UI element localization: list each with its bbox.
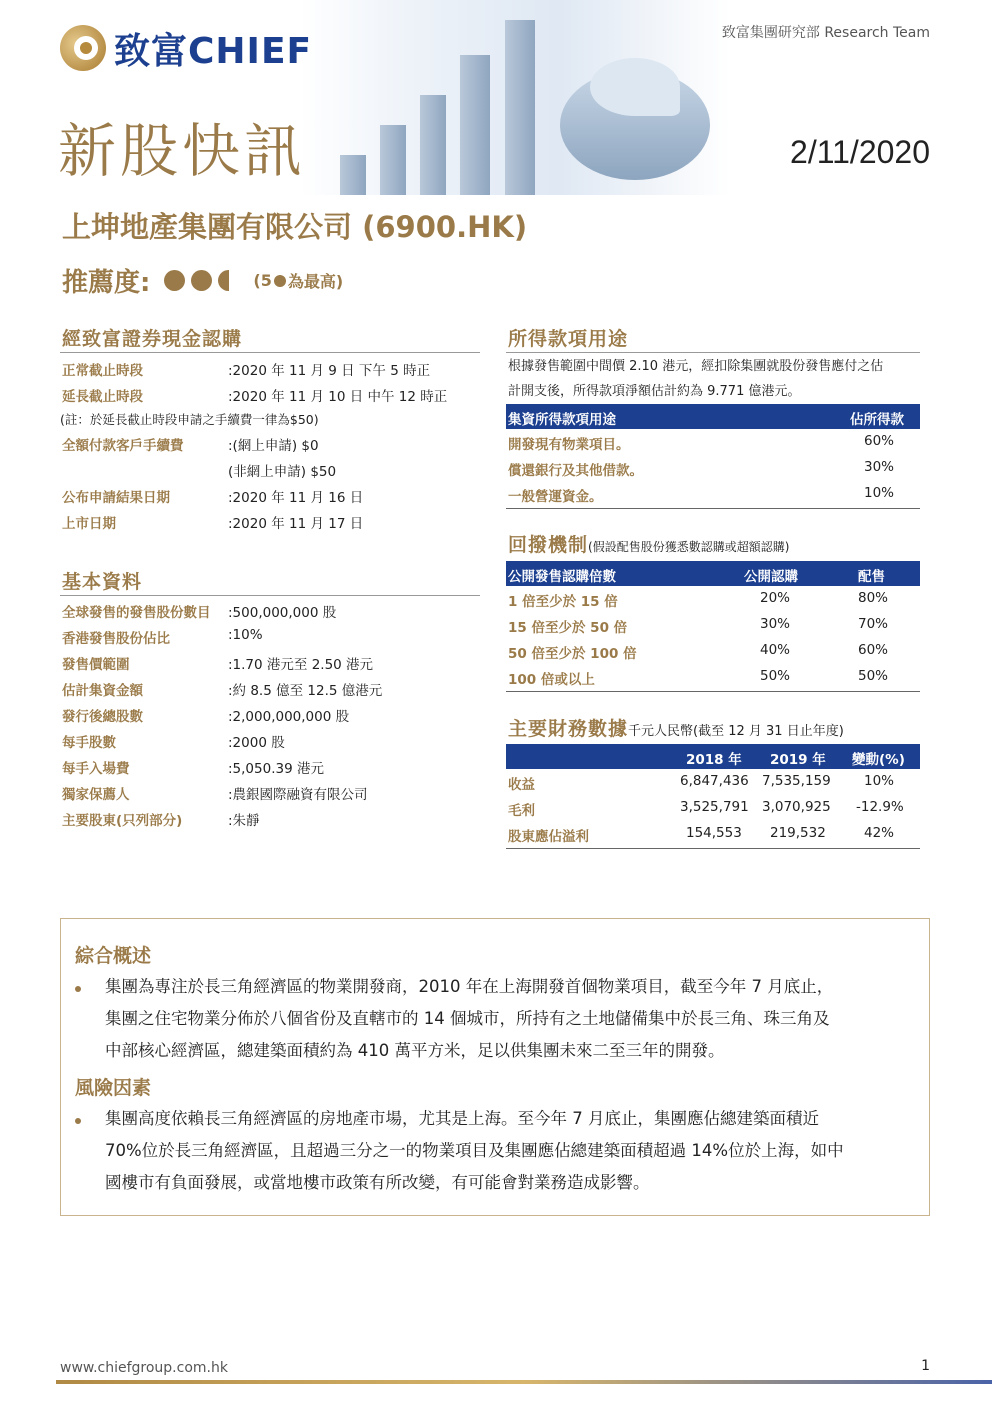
table-row: 股東應佔溢利 154,553 219,532 42% (508, 825, 895, 845)
proceeds-paragraph: 根據發售範圍中間價 2.10 港元，經扣除集團就股份發售應付之估 計開支後，所得款項淨額估計約為 9.771 億港元。 (508, 359, 884, 399)
subscription-list: 正常截止時段 :2020 年 11 月 9 日 下午 5 時正 延長截止時段 :2020 年 11 月 10 日 中午 12 時正 (註：於延長截止時段申請之手續費一律為$50) 全額付款客戶手續費 :(網上申請) $0 (非網上申請) $50 公布申請結果日期 :2020 年 11 月 16 日 上市日期 :2020 年 11 月 17 日 (60, 363, 448, 532)
subscription-title: 經致富證券現金認購 (62, 328, 243, 350)
chart-bar-graphic (420, 95, 446, 195)
company-name: 上坤地產集團有限公司 (6900.HK) (62, 210, 528, 244)
table-row: 100 倍或以上 50% 50% (508, 668, 889, 688)
logo (60, 24, 312, 72)
table-row: 開發現有物業項目。 60% (508, 433, 895, 453)
table-row: 償還銀行及其他借款。 30% (508, 459, 895, 479)
header-graphic (300, 0, 730, 195)
chart-bar-graphic (505, 20, 535, 195)
divider (506, 352, 920, 353)
research-team-label: 致富集團研究部 Research Team (721, 25, 930, 41)
logo-text: 致富CHIEF (114, 30, 313, 72)
rating-dot-icon (274, 275, 286, 287)
overview-text: 集團為專注於長三角經濟區的物業開發商，2010 年在上海開發首個物業項目，截至今年 7 月底止， 集團之住宅物業分佈於八個省份及直轄市的 14 個城市，所持有之土地儲備集中於長三角、珠三角及 中部核心經濟區，總建築面積約為 410 萬平方米，足以供集團未來二至三年的開發。 (105, 977, 834, 1060)
table-header: 集資所得款項用途 佔所得款 (506, 404, 920, 429)
bullet-icon (75, 1118, 81, 1124)
divider (60, 352, 480, 353)
table-row: 50 倍至少於 100 倍 40% 60% (508, 642, 889, 662)
table-row: 毛利 3,525,791 3,070,925 -12.9% (508, 799, 904, 819)
rating-full-icon (164, 270, 185, 291)
page-number: 1 (921, 1358, 930, 1374)
fee-note: (註：於延長截止時段申請之手續費一律為$50) (60, 412, 319, 427)
recommendation (62, 262, 343, 299)
table-bottom-rule (506, 848, 920, 849)
table-row: 一般營運資金。 10% (508, 485, 895, 505)
table-row: 1 倍至少於 15 倍 20% 80% (508, 590, 889, 610)
footer-url[interactable]: www.chiefgroup.com.hk (60, 1360, 228, 1376)
table-row: 收益 6,847,436 7,535,159 10% (508, 773, 895, 793)
clawback-subtitle: (假設配售股份獲悉數認購或超額認購) (588, 540, 790, 554)
overview-box (60, 918, 930, 1216)
risk-title: 風險因素 (75, 1077, 152, 1099)
rating-note: (5 為最高) (253, 271, 344, 291)
pie-slice-graphic (590, 58, 680, 116)
proceeds-title: 所得款項用途 (508, 328, 629, 350)
report-date: 2/11/2020 (790, 134, 930, 170)
chart-bar-graphic (380, 125, 406, 195)
table-header: 公開發售認購倍數 公開認購 配售 (506, 561, 920, 586)
proceeds-table (506, 404, 920, 510)
rating-dots (158, 270, 229, 291)
rating-half-icon (218, 270, 229, 291)
chart-bar-graphic (340, 155, 366, 195)
bullet-icon (75, 986, 81, 992)
recommendation-label: 推薦度: (62, 268, 151, 298)
risk-text: 集團高度依賴長三角經濟區的房地產市場，尤其是上海。至今年 7 月底止，集團應佔總建築面積近 70%位於長三角經濟區，且超過三分之一的物業項目及集團應佔總建築面積超過 14%位於上海，如中 國樓市有負面發展，或當地樓市政策有所改變，有可能會對業務造成影響。 (105, 1109, 844, 1192)
clawback-title: 回撥機制(假設配售股份獲悉數認購或超額認購) (508, 534, 790, 556)
financials-title: 主要財務數據千元人民幣(截至 12 月 31 日止年度) (508, 718, 844, 740)
table-row: 15 倍至少於 50 倍 30% 70% (508, 616, 889, 636)
table-header: 2018 年 2019 年 變動(%) (506, 744, 920, 769)
page-title: 新股快訊 (58, 117, 307, 185)
basic-info-title: 基本資料 (62, 571, 143, 593)
table-bottom-rule (506, 691, 920, 692)
logo-mark-icon (60, 25, 106, 71)
footer-divider (56, 1380, 992, 1384)
rating-full-icon (191, 270, 212, 291)
financials-table (506, 744, 920, 850)
divider (60, 595, 480, 596)
chart-bar-graphic (460, 55, 490, 195)
overview-title: 綜合概述 (75, 945, 152, 967)
basic-info-list: 全球發售的發售股份數目 :500,000,000 股 香港發售股份佔比 :10% 發售價範圍 :1.70 港元至 2.50 港元 估計集資金額 :約 8.5 億至 12.5 億港元 發行後總股數 :2,000,000,000 股 每手股數 :2000 股 每手入場費 :5,050.39 港元 獨家保薦人 :農銀國際融資有限公司 主要股東(只列部分) :朱靜 (62, 605, 383, 829)
financials-subtitle: 千元人民幣(截至 12 月 31 日止年度) (628, 724, 844, 739)
clawback-table (506, 561, 920, 693)
table-bottom-rule (506, 508, 920, 509)
